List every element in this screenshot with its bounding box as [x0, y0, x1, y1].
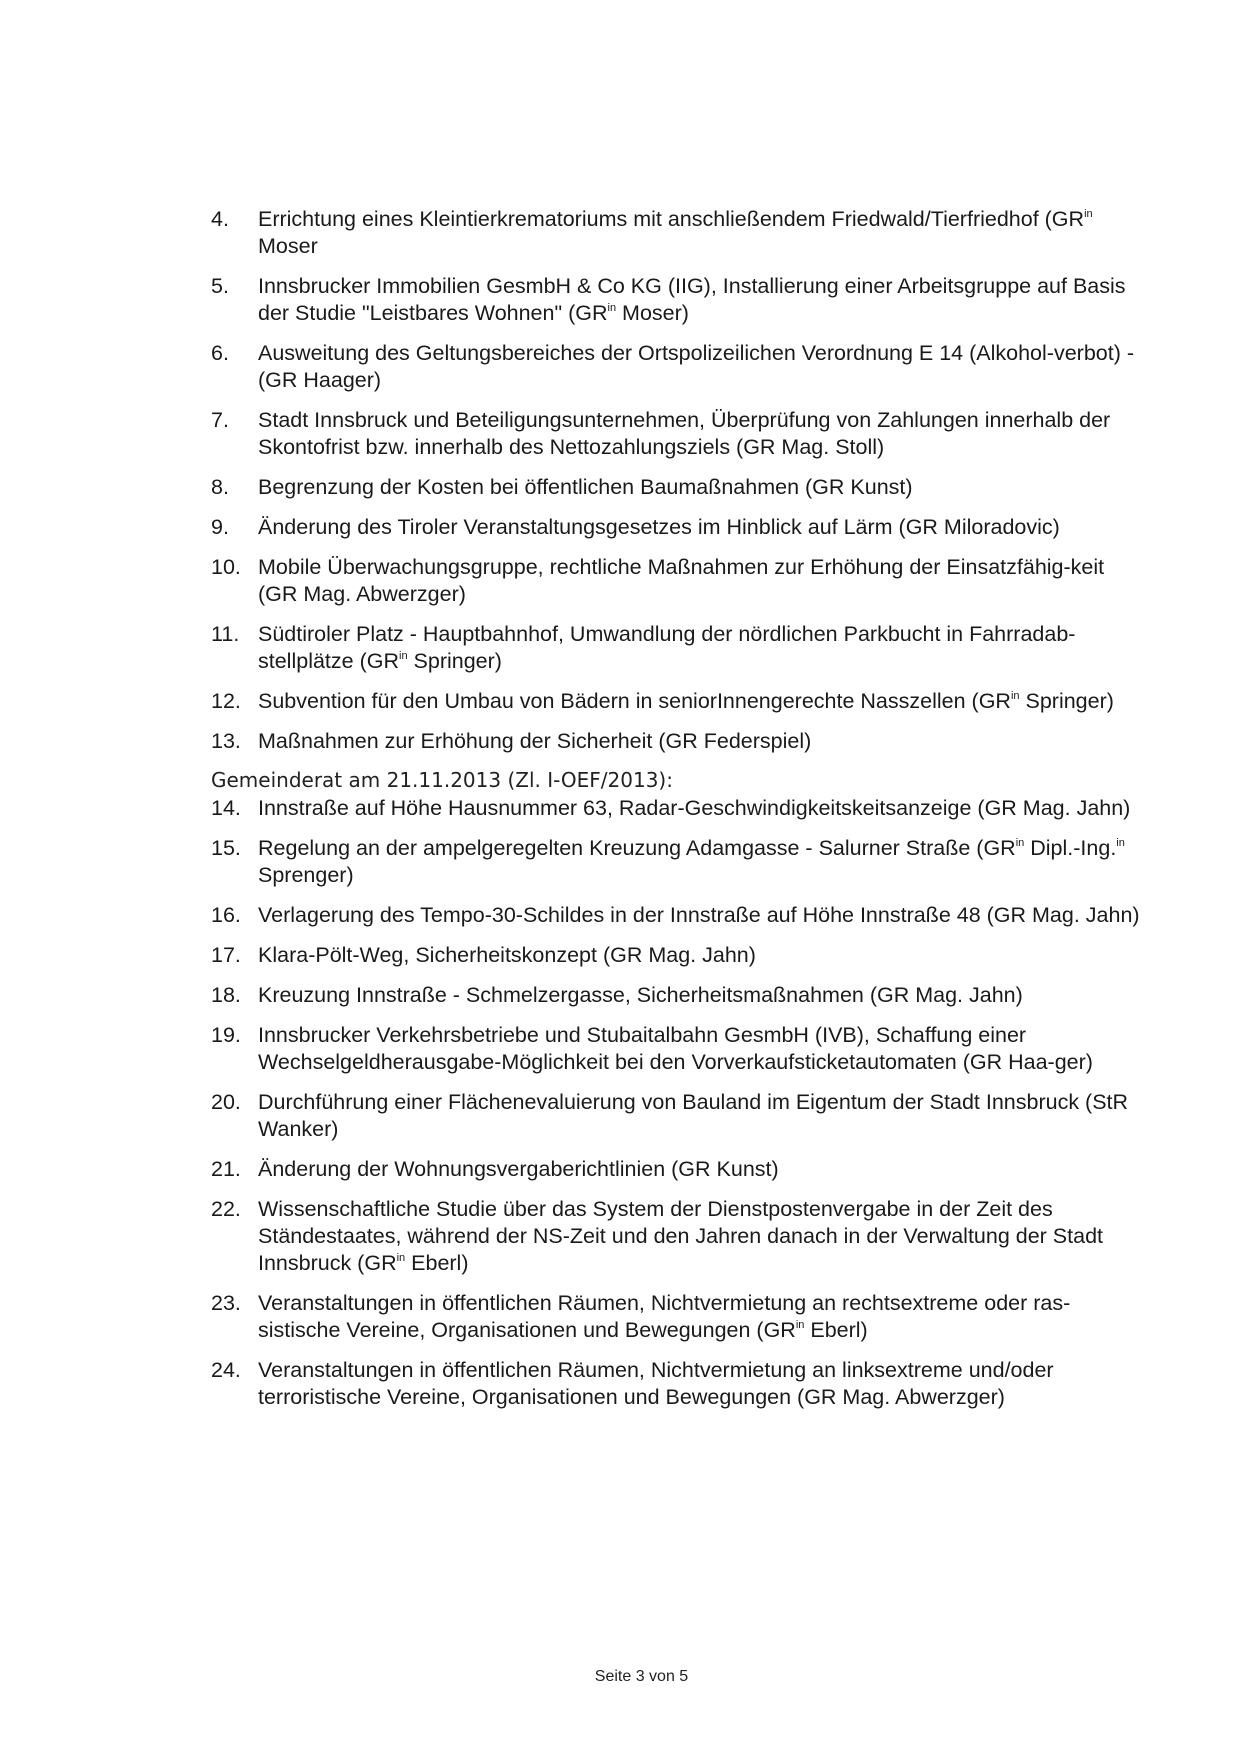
agenda-item — [211, 407, 1146, 461]
item-text-part: Eberl) — [804, 1318, 868, 1342]
agenda-item — [211, 1357, 1146, 1411]
item-text-part: Klara-Pölt-Weg, Sicherheitskonzept (GR Mag. Jahn) — [258, 943, 756, 967]
item-text-part: Ausweitung des Geltungsbereiches der Ortspolizeilichen Verordnung E 14 (Alkohol-verbot) - (GR Haager) — [258, 341, 1134, 392]
item-text-part: Begrenzung der Kosten bei öffentlichen Baumaßnahmen (GR Kunst) — [258, 475, 913, 499]
agenda-item — [211, 1022, 1146, 1076]
item-text — [258, 474, 1146, 501]
item-number: 5. — [211, 274, 229, 298]
item-text — [258, 728, 1146, 755]
superscript: in — [399, 650, 408, 662]
agenda-item — [211, 942, 1146, 969]
item-number: 14. — [211, 796, 241, 820]
item-number: 6. — [211, 341, 229, 365]
agenda-item — [211, 474, 1146, 501]
item-number: 16. — [211, 903, 241, 927]
item-text-part: Mobile Überwachungsgruppe, rechtliche Maßnahmen zur Erhöhung der Einsatzfähig-keit (GR Mag. Abwerzger) — [258, 555, 1105, 606]
agenda-item — [211, 728, 1146, 755]
agenda-item — [211, 1196, 1146, 1277]
item-text — [258, 1196, 1146, 1277]
item-number: 12. — [211, 689, 241, 713]
item-text-part: Dipl.-Ing. — [1024, 836, 1117, 860]
document-body — [211, 206, 1146, 1424]
item-text-part: Moser — [258, 234, 318, 258]
item-number: 17. — [211, 943, 241, 967]
item-text-part: Kreuzung Innstraße - Schmelzergasse, Sicherheitsmaßnahmen (GR Mag. Jahn) — [258, 983, 1023, 1007]
item-text-part: Änderung des Tiroler Veranstaltungsgesetzes im Hinblick auf Lärm (GR Miloradovic) — [258, 515, 1060, 539]
agenda-item — [211, 688, 1146, 715]
item-text — [258, 273, 1146, 327]
item-text-part: Verlagerung des Tempo-30-Schildes in der Innstraße auf Höhe Innstraße 48 (GR Mag. Jahn) — [258, 903, 1140, 927]
agenda-item — [211, 1290, 1146, 1344]
item-number: 21. — [211, 1157, 241, 1181]
superscript: in — [1010, 690, 1020, 702]
item-text-part: Innstraße auf Höhe Hausnummer 63, Radar-Geschwindigkeitskeitsanzeige (GR Mag. Jahn) — [258, 796, 1131, 820]
agenda-item — [211, 554, 1146, 608]
agenda-item — [211, 206, 1146, 260]
item-text-part: Veranstaltungen in öffentlichen Räumen, Nichtvermietung an linksextreme und/oder terroristische Vereine, Organisationen und Bewegungen (GR Mag. Abwerzger) — [258, 1358, 1054, 1409]
superscript: in — [1116, 837, 1125, 849]
agenda-item — [211, 902, 1146, 929]
agenda-item — [211, 795, 1146, 822]
agenda-item — [211, 273, 1146, 327]
agenda-list-part1 — [211, 206, 1146, 755]
item-text-part: Innsbrucker Immobilien GesmbH & Co KG (IIG), Installierung einer Arbeitsgruppe auf Basis der Studie "Leistbares Wohnen" (GR — [258, 274, 1126, 325]
item-text — [258, 902, 1146, 929]
item-number: 9. — [211, 515, 229, 539]
item-text — [258, 1089, 1146, 1143]
item-text — [258, 1357, 1146, 1411]
item-text-part: Durchführung einer Flächenevaluierung von Bauland im Eigentum der Stadt Innsbruck (StR Wanker) — [258, 1090, 1129, 1141]
superscript: in — [607, 302, 617, 314]
item-text-part: Sprenger) — [258, 863, 354, 887]
item-number: 23. — [211, 1291, 241, 1315]
item-text-part: Errichtung eines Kleintierkrematoriums mit anschließendem Friedwald/Tierfriedhof (GR — [258, 207, 1085, 231]
item-number: 22. — [211, 1197, 241, 1221]
item-number: 15. — [211, 836, 241, 860]
item-number: 19. — [211, 1023, 241, 1047]
agenda-item — [211, 1089, 1146, 1143]
item-text-part: Moser) — [616, 301, 689, 325]
item-text — [258, 982, 1146, 1009]
superscript: in — [1084, 208, 1093, 220]
item-text-part: Regelung an der ampelgeregelten Kreuzung Adamgasse - Salurner Straße (GR — [258, 836, 1016, 860]
agenda-list-part2 — [211, 795, 1146, 1411]
item-number: 4. — [211, 207, 229, 231]
item-text — [258, 554, 1146, 608]
item-text-part: Wissenschaftliche Studie über das System der Dienstpostenvergabe in der Zeit des Ständestaates, während der NS-Zeit und den Jahren danach in der Verwaltung der Stadt Innsbruck (GR — [258, 1197, 1104, 1275]
item-text — [258, 1290, 1146, 1344]
agenda-item — [211, 982, 1146, 1009]
item-text — [258, 514, 1146, 541]
item-number: 24. — [211, 1358, 241, 1382]
item-text — [258, 340, 1146, 394]
item-number: 18. — [211, 983, 241, 1007]
item-number: 8. — [211, 475, 229, 499]
item-text — [258, 835, 1146, 889]
item-number: 20. — [211, 1090, 241, 1114]
section-heading: Gemeinderat am 21.11.2013 (Zl. I-OEF/2013): — [211, 768, 673, 792]
agenda-item — [211, 1156, 1146, 1183]
item-text — [258, 942, 1146, 969]
item-text — [258, 1156, 1146, 1183]
superscript: in — [795, 1319, 805, 1331]
agenda-item — [211, 340, 1146, 394]
item-number: 11. — [211, 622, 240, 646]
item-text — [258, 795, 1146, 822]
item-text — [258, 1022, 1146, 1076]
item-text-part: Änderung der Wohnungsvergaberichtlinien (GR Kunst) — [258, 1157, 779, 1181]
item-text-part: Subvention für den Umbau von Bädern in seniorInnengerechte Nasszellen (GR — [258, 689, 1011, 713]
agenda-item — [211, 835, 1146, 889]
item-text-part: Springer) — [407, 649, 502, 673]
page-number: Seite 3 von 5 — [594, 1668, 689, 1685]
item-text — [258, 688, 1146, 715]
superscript: in — [1015, 837, 1025, 849]
item-text-part: Eberl) — [405, 1251, 469, 1275]
item-text-part: Veranstaltungen in öffentlichen Räumen, Nichtvermietung an rechtsextreme oder ras-sistische Vereine, Organisationen und Bewegungen (GR — [258, 1291, 1071, 1342]
item-text — [258, 407, 1146, 461]
item-text-part: Stadt Innsbruck und Beteiligungsunternehmen, Überprüfung von Zahlungen innerhalb der Skontofrist bzw. innerhalb des Nettozahlungsziels (GR Mag. Stoll) — [258, 408, 1111, 459]
agenda-item — [211, 514, 1146, 541]
item-text-part: Maßnahmen zur Erhöhung der Sicherheit (GR Federspiel) — [258, 729, 812, 753]
item-number: 13. — [211, 729, 241, 753]
item-text-part: Springer) — [1019, 689, 1114, 713]
item-number: 10. — [211, 555, 241, 579]
item-text — [258, 206, 1146, 260]
item-number: 7. — [211, 408, 229, 432]
item-text-part: Innsbrucker Verkehrsbetriebe und Stubaitalbahn GesmbH (IVB), Schaffung einer Wechselgeldherausgabe-Möglichkeit bei den Vorverkaufsticketautomaten (GR Haa-ger) — [258, 1023, 1093, 1074]
superscript: in — [396, 1252, 406, 1264]
item-text-part: Südtiroler Platz - Hauptbahnhof, Umwandlung der nördlichen Parkbucht in Fahrradab-stellplätze (GR — [258, 622, 1076, 673]
agenda-item — [211, 621, 1146, 675]
item-text — [258, 621, 1146, 675]
